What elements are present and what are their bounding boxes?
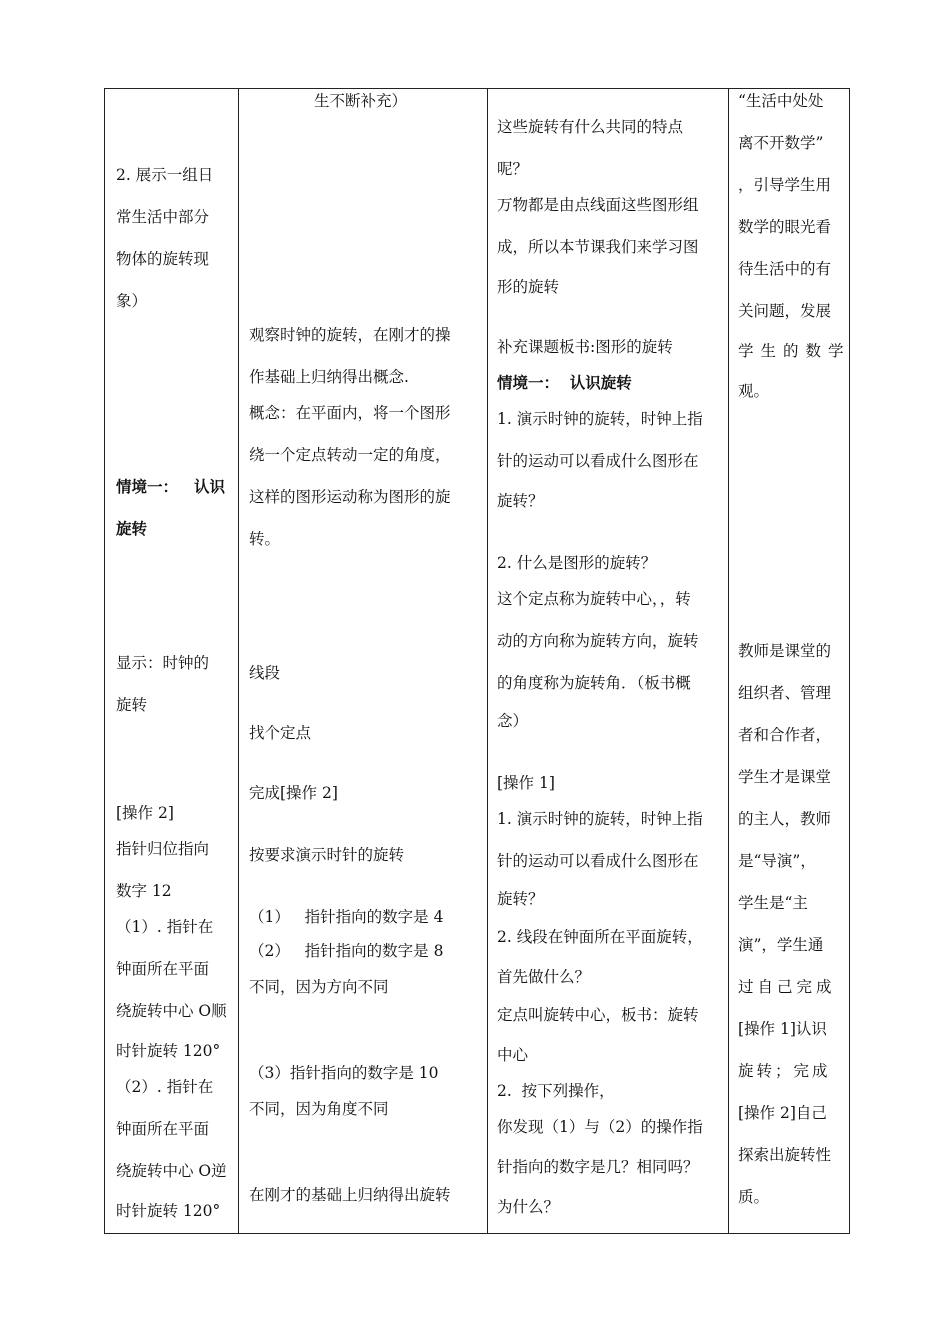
text-line: 万物都是由点线面这些图形组 [497,196,699,214]
operation-label: [操作 1] [497,774,555,792]
text-line: （2） 指针指向的数字是 8 [249,942,444,960]
text-line: 这个定点称为旋转中心，，转 [497,590,691,608]
text-line: 不同，因为方向不同 [249,978,389,996]
scene-heading: 认识 [194,478,226,496]
text-line: 绕一个定点转动一定的角度， [249,446,451,464]
text-line: 显示：时钟的 [116,654,210,672]
text-line: 2. 按下列操作， [497,1082,615,1100]
text-line: [操作 2]自己 [738,1104,827,1122]
text-line: 待生活中的有 [738,260,832,278]
text-line: 教师是课堂的 [738,642,832,660]
text-line: 按要求演示时针的旋转 [249,846,405,864]
text-line: 呢？ [497,160,529,178]
scene-heading: 旋转 [116,520,148,538]
scene-heading: 情境一： [116,478,179,496]
text-line: 离不开数学” [738,134,824,152]
text-line: 数字 12 [116,882,172,900]
text-line: 时针旋转 120° [116,1202,221,1220]
text-line: 针的运动可以看成什么图形在 [497,452,699,470]
text-line: [操作 1]认识 [738,1020,827,1038]
column-design-intent [728,89,849,1233]
text-line: “生活中处处 [738,92,824,110]
text-line: 1. 演示时钟的旋转，时钟上指 [497,810,703,828]
text-line: 指针归位指向 [116,840,210,858]
text-line: 时针旋转 120° [116,1042,221,1060]
text-line: 组织者、管理 [738,684,832,702]
text-line: 2. 展示一组日 [116,166,214,184]
text-line: 旋转？ [497,492,544,510]
lesson-plan-table [104,88,850,1234]
text-line: 学生的数学 [738,342,851,360]
text-line: 质。 [738,1188,770,1206]
text-line: 这些旋转有什么共同的特点 [497,118,684,136]
text-line: 常生活中部分 [116,208,210,226]
text-line: 学生是“主 [738,894,808,912]
column-teaching-step [105,89,238,1233]
text-line: 补充课题板书:图形的旋转 [497,338,673,356]
text-line: 转。 [249,530,281,548]
text-line: 物体的旋转现 [116,250,210,268]
text-line: 线段 [249,664,281,682]
text-line: （3）指针指向的数字是 10 [249,1064,439,1082]
text-line: 旋转 [116,696,148,714]
text-line: 观察时钟的旋转，在刚才的操 [249,326,451,344]
text-line: 生不断补充） [314,92,408,110]
text-line: （1）. 指针在 [116,918,214,936]
text-line: 是“导演”， [738,852,816,870]
text-line: 为什么？ [497,1198,560,1216]
column-student-activity [238,89,487,1233]
scene-heading: 情境一： 认识旋转 [497,374,632,392]
text-line: 钟面所在平面 [116,960,210,978]
text-line: 在刚才的基础上归纳得出旋转 [249,1186,451,1204]
text-line: 形的旋转 [497,278,560,296]
text-line: ，引导学生用 [738,176,832,194]
text-line: 找个定点 [249,724,312,742]
text-line: 念） [497,712,529,730]
text-line: 钟面所在平面 [116,1120,210,1138]
text-line: 过自己完成 [738,978,836,996]
text-line: 学生才是课堂 [738,768,832,786]
text-line: 你发现（1）与（2）的操作指 [497,1118,703,1136]
text-line: 者和合作者， [738,726,832,744]
text-line: 观。 [738,382,770,400]
text-line: 旋转？ [497,890,544,908]
text-line: 象） [116,292,148,310]
text-line: 概念：在平面内，将一个图形 [249,404,451,422]
text-line: 2. 线段在钟面所在平面旋转， [497,928,703,946]
text-line: 关问题，发展 [738,302,832,320]
text-line: （2）. 指针在 [116,1078,214,1096]
text-line: 不同，因为角度不同 [249,1100,389,1118]
text-line: 成，所以本节课我们来学习图 [497,238,699,256]
text-line: 定点叫旋转中心，板书：旋转 [497,1006,699,1024]
text-line: 的主人，教师 [738,810,832,828]
text-line: 绕旋转中心 O逆 [116,1162,227,1180]
text-line: 绕旋转中心 O顺 [116,1002,227,1020]
text-line: 探索出旋转性 [738,1146,832,1164]
text-line: 演”，学生通 [738,936,824,954]
text-line: 作基础上归纳得出概念. [249,368,409,386]
column-teacher-activity [487,89,728,1233]
text-line: （1） 指针指向的数字是 4 [249,908,444,926]
text-line: 完成[操作 2] [249,784,338,802]
text-line: 动的方向称为旋转方向，旋转 [497,632,699,650]
operation-label: [操作 2] [116,804,174,822]
text-line: 旋转；完成 [738,1062,831,1080]
text-line: 数学的眼光看 [738,218,832,236]
text-line: 的角度称为旋转角．（板书概 [497,674,691,692]
text-line: 这样的图形运动称为图形的旋 [249,488,451,506]
text-line: 1. 演示时钟的旋转，时钟上指 [497,410,703,428]
text-line: 针指向的数字是几？相同吗？ [497,1158,699,1176]
text-line: 首先做什么？ [497,968,591,986]
text-line: 针的运动可以看成什么图形在 [497,852,699,870]
text-line: 2. 什么是图形的旋转？ [497,554,657,572]
text-line: 中心 [497,1046,529,1064]
